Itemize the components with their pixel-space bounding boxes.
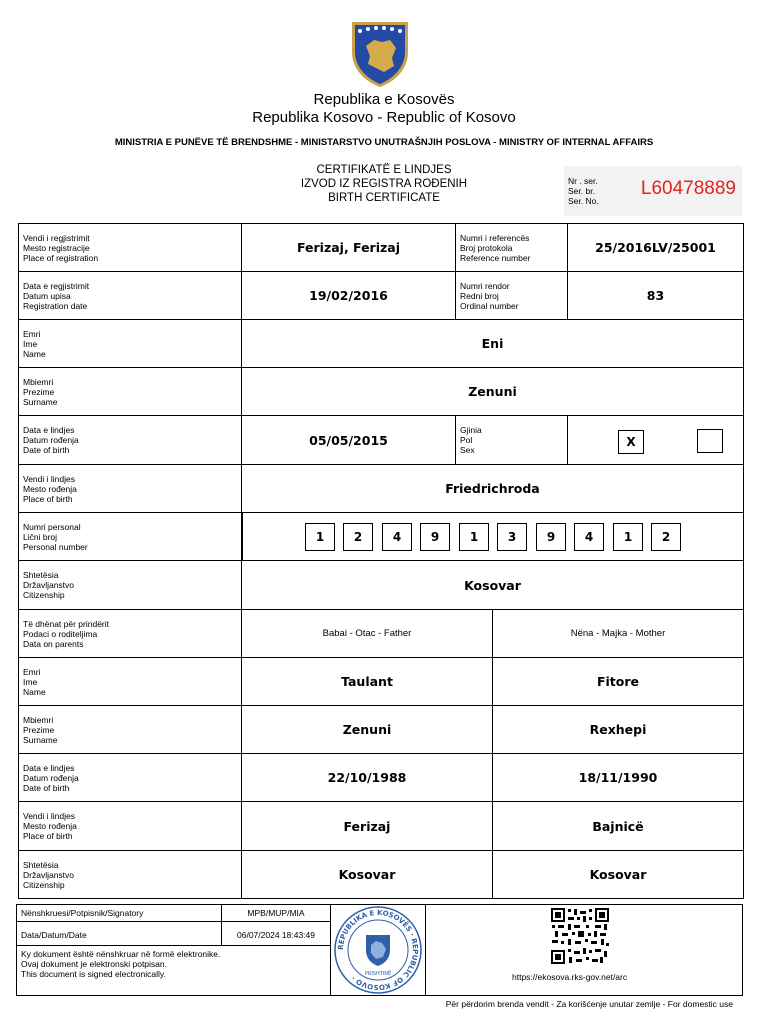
certificate-title-sr: IZVOD IZ REGISTRA ROĐENIH bbox=[300, 178, 468, 190]
electronic-signature-notice: Ky dokument është nënshkruar në formë elektronike. Ovaj dokument je elektronski potpisan. This document is signed electronically. bbox=[16, 945, 331, 996]
parents-pob-label: Vendi i lindjes Mesto rođenja Place of birth bbox=[18, 801, 242, 851]
personal-number-label: Numri personal Lični broj Personal number bbox=[18, 512, 242, 561]
mother-pob-value: Bajnicë bbox=[492, 801, 744, 851]
personal-number-digit: 4 bbox=[382, 523, 412, 551]
child-citizenship-label: Shtetësia Državljanstvo Citizenship bbox=[18, 560, 242, 610]
mother-dob-value: 18/11/1990 bbox=[492, 753, 744, 802]
personal-number-digit: 2 bbox=[343, 523, 373, 551]
kosovo-coat-of-arms-icon bbox=[346, 18, 414, 88]
serial-number: L60478889 bbox=[640, 178, 736, 199]
registration-date-value: 19/02/2016 bbox=[241, 271, 456, 320]
certificate-title-sq: CERTIFIKATË E LINDJES bbox=[316, 164, 452, 176]
personal-number-digit: 2 bbox=[651, 523, 681, 551]
signature-date-label: Data/Datum/Date bbox=[16, 921, 222, 946]
signatory-value: MPB/MUP/MIA bbox=[221, 904, 331, 922]
personal-number-digit: 4 bbox=[574, 523, 604, 551]
qr-code-icon bbox=[550, 907, 610, 965]
child-name-value: Eni bbox=[241, 319, 744, 368]
child-name-label: Emri Ime Name bbox=[18, 319, 242, 368]
personal-number-digit: 3 bbox=[497, 523, 527, 551]
mother-citizenship-value: Kosovar bbox=[492, 850, 744, 899]
signature-date-value: 06/07/2024 18:43:49 bbox=[221, 921, 331, 946]
father-header: Babai - Otac - Father bbox=[241, 609, 493, 658]
child-dob-label: Data e lindjes Datum rođenja Date of birth bbox=[18, 415, 242, 465]
father-dob-value: 22/10/1988 bbox=[241, 753, 493, 802]
father-surname-value: Zenuni bbox=[241, 705, 493, 754]
serial-labels: Nr . ser. Ser. br. Ser. No. bbox=[568, 176, 599, 206]
republic-subtitle: Republika Kosovo - Republic of Kosovo bbox=[252, 109, 516, 126]
signatory-label: Nënshkruesi/Potpisnik/Signatory bbox=[16, 904, 222, 922]
child-pob-value: Friedrichroda bbox=[241, 464, 744, 513]
parents-dob-label: Data e lindjes Datum rođenja Date of birth bbox=[18, 753, 242, 802]
father-citizenship-value: Kosovar bbox=[241, 850, 493, 899]
svg-text:PRISHTINË: PRISHTINË bbox=[364, 971, 392, 977]
personal-number-digit: 1 bbox=[305, 523, 335, 551]
child-pob-label: Vendi i lindjes Mesto rođenja Place of birth bbox=[18, 464, 242, 513]
registration-place-value: Ferizaj, Ferizaj bbox=[241, 223, 456, 272]
sex-checkbox-2 bbox=[697, 429, 723, 453]
parents-citizenship-label: Shtetësia Državljanstvo Citizenship bbox=[18, 850, 242, 899]
personal-number-digit: 1 bbox=[459, 523, 489, 551]
registration-place-label: Vendi i regjistrimit Mesto registracije Place of registration bbox=[18, 223, 242, 272]
child-citizenship-value: Kosovar bbox=[241, 560, 744, 610]
registration-date-label: Data e regjistrimit Datum upisa Registration date bbox=[18, 271, 242, 320]
certificate-title-en: BIRTH CERTIFICATE bbox=[328, 192, 440, 204]
republic-title: Republika e Kosovës bbox=[313, 91, 455, 108]
mother-surname-value: Rexhepi bbox=[492, 705, 744, 754]
reference-number-value: 25/2016LV/25001 bbox=[567, 223, 744, 272]
reference-number-label: Numri i referencës Broj protokola Reference number bbox=[455, 223, 568, 272]
personal-number-digit: 9 bbox=[420, 523, 450, 551]
serial-number-box bbox=[564, 166, 742, 216]
mother-name-value: Fitore bbox=[492, 657, 744, 706]
domestic-use-note: Për përdorim brenda vendit - Za korišćenje unutar zemlje - For domestic use bbox=[445, 999, 733, 1009]
ordinal-number-label: Numri rendor Redni broj Ordinal number bbox=[455, 271, 568, 320]
parents-name-label: Emri Ime Name bbox=[18, 657, 242, 706]
personal-number-digit: 9 bbox=[536, 523, 566, 551]
verification-url[interactable]: https://ekosova.rks-gov.net/arc bbox=[512, 972, 628, 982]
ministry-line: MINISTRIA E PUNËVE TË BRENDSHME - MINISTARSTVO UNUTRAŠNJIH POSLOVA - MINISTRY OF INTERNAL AFFAIRS bbox=[114, 137, 654, 148]
child-dob-value: 05/05/2015 bbox=[241, 415, 456, 465]
parents-data-label: Të dhënat për prindërit Podaci o roditeljima Data on parents bbox=[18, 609, 242, 658]
svg-text:REPUBLIKA E KOSOVËS · REPUBLIC: REPUBLIKA E KOSOVËS · REPUBLIC OF KOSOVO · bbox=[336, 908, 420, 992]
personal-number-digit: 1 bbox=[613, 523, 643, 551]
father-name-value: Taulant bbox=[241, 657, 493, 706]
personal-number-cell bbox=[241, 512, 744, 561]
sex-value-cell bbox=[567, 415, 744, 465]
mother-header: Nëna - Majka - Mother bbox=[492, 609, 744, 658]
child-surname-value: Zenuni bbox=[241, 367, 744, 416]
child-surname-label: Mbiemri Prezime Surname bbox=[18, 367, 242, 416]
sex-label: Gjinia Pol Sex bbox=[455, 415, 568, 465]
sex-checkbox-1: X bbox=[618, 430, 644, 454]
father-pob-value: Ferizaj bbox=[241, 801, 493, 851]
parents-surname-label: Mbiemri Prezime Surname bbox=[18, 705, 242, 754]
official-seal-icon bbox=[331, 905, 425, 995]
ordinal-number-value: 83 bbox=[567, 271, 744, 320]
